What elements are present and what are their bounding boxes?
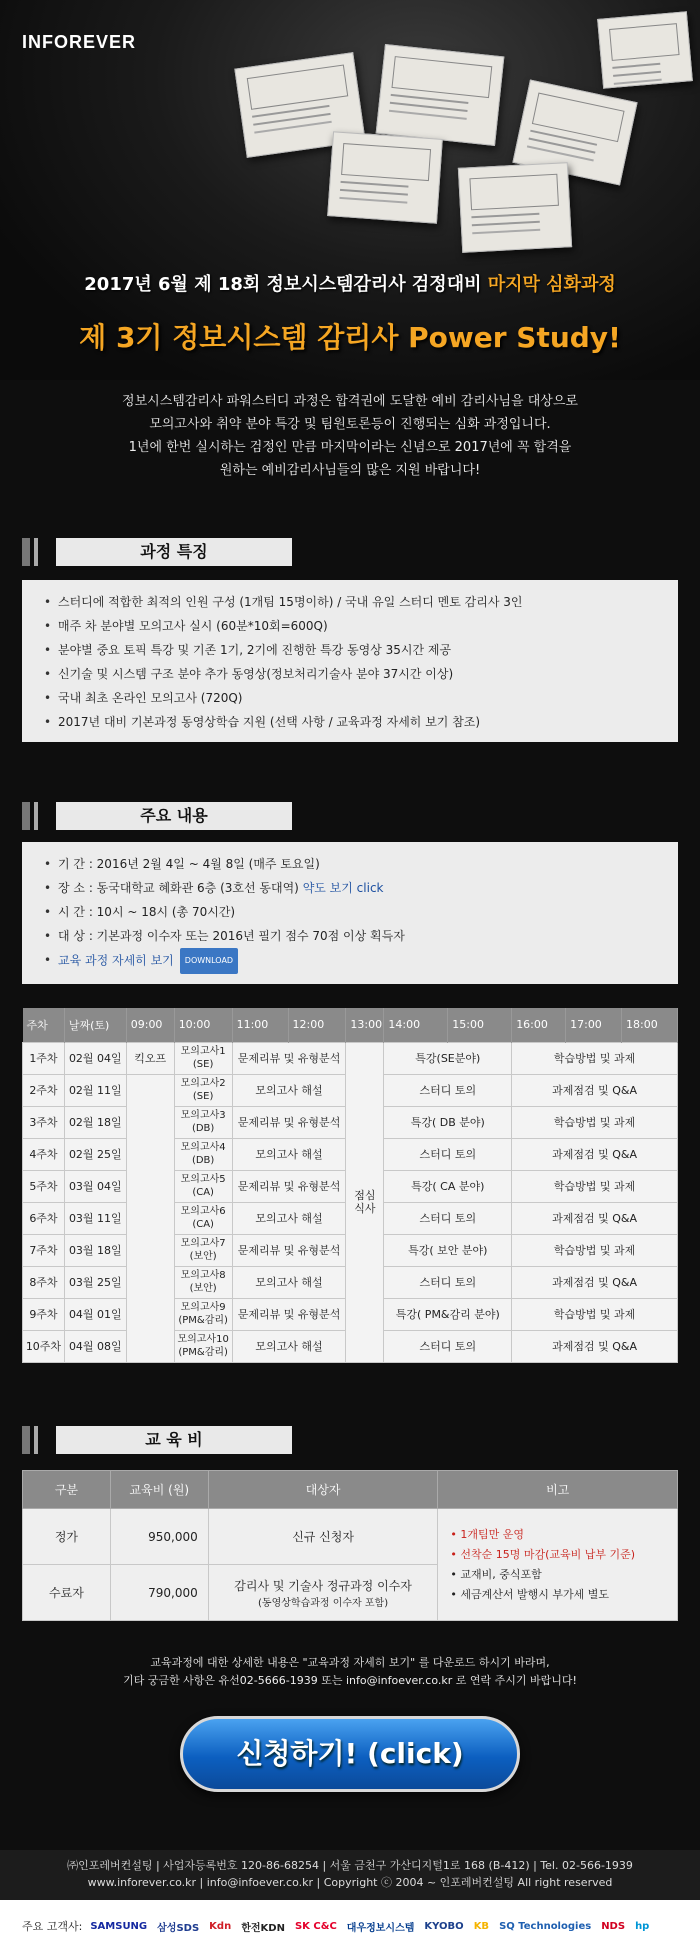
- detail-item: [58, 948, 678, 974]
- place-item: [58, 876, 678, 900]
- schedule-table: [22, 1008, 678, 1363]
- col-header: 주차: [23, 1008, 65, 1042]
- fee-note: • 교재비, 중식포함: [450, 1567, 542, 1581]
- date-cell: 04월 08일: [64, 1330, 126, 1362]
- feature-item: • 신기술 및 시스템 구조 분야 추가 동영상(정보처리기술사 분야 37시간 이상): [58, 662, 678, 686]
- session-cell: 과제점검 및 Q&A: [512, 1202, 678, 1234]
- map-link[interactable]: 약도 보기 click: [302, 881, 384, 895]
- fee-price: 790,000: [110, 1565, 208, 1621]
- session-cell: 스터디 토의: [384, 1138, 512, 1170]
- date-cell: 04월 01일: [64, 1298, 126, 1330]
- sticky-note-image: [597, 11, 693, 89]
- client-logo: SK C&C: [294, 1920, 337, 1932]
- col-header: 16:00: [512, 1008, 566, 1042]
- feature-item: • 매주 차 분야별 모의고사 실시 (60분*10회=600Q): [58, 614, 678, 638]
- fee-col-header: 대상자: [208, 1471, 438, 1509]
- session-cell: 스터디 토의: [384, 1074, 512, 1106]
- fee-header-label: 교 육 비: [56, 1426, 292, 1454]
- clients-bar: [0, 1900, 700, 1952]
- schedule-row: [23, 1042, 678, 1074]
- client-logo: NDS: [601, 1920, 626, 1932]
- sticky-note-image: [376, 44, 505, 146]
- col-header: 17:00: [566, 1008, 622, 1042]
- session-cell: 학습방법 및 과제: [512, 1298, 678, 1330]
- week-cell: 8주차: [23, 1266, 65, 1298]
- session-cell: 문제리뷰 및 유형분석: [232, 1042, 346, 1074]
- week-cell: 7주차: [23, 1234, 65, 1266]
- exam-cell: 모의고사8 (보안): [174, 1266, 232, 1298]
- target-item: • 대 상 : 기본과정 이수자 또는 2016년 필기 점수 70점 이상 획득자: [58, 924, 678, 948]
- session-cell: 학습방법 및 과제: [512, 1170, 678, 1202]
- sticky-note-image: [327, 131, 443, 223]
- fee-note: • 선착순 15명 마감(교육비 납부 기준): [450, 1547, 636, 1561]
- col-header: 12:00: [288, 1008, 346, 1042]
- col-header: 18:00: [622, 1008, 678, 1042]
- contact-line: 교육과정에 대한 상세한 내용은 "교육과정 자세히 보기" 를 다운로드 하시기 바라며,: [150, 1656, 550, 1669]
- session-cell: 특강(SE분야): [384, 1042, 512, 1074]
- exam-cell: 모의고사6 (CA): [174, 1202, 232, 1234]
- fee-target: 신규 신청자: [208, 1509, 438, 1565]
- footer-line: www.inforever.co.kr | info@infoever.co.kr | Copyright ⓒ 2004 ~ 인포레버컨설팅 All right reserved: [87, 1876, 613, 1889]
- session-cell: 스터디 토의: [384, 1202, 512, 1234]
- lunch-cell: 점심 식사: [346, 1042, 384, 1362]
- date-cell: 02월 11일: [64, 1074, 126, 1106]
- contact-line: 기타 궁금한 사항은 유선02-5666-1939 또는 info@infoever.co.kr 로 연락 주시기 바랍니다!: [123, 1674, 577, 1687]
- session-cell: 과제점검 및 Q&A: [512, 1074, 678, 1106]
- time-item: • 시 간 : 10시 ~ 18시 (총 70시간): [58, 900, 678, 924]
- client-logo: Kdn: [209, 1920, 232, 1932]
- week-cell: 1주차: [23, 1042, 65, 1074]
- header-bar: [34, 1426, 38, 1454]
- date-cell: 03월 25일: [64, 1266, 126, 1298]
- week-cell: 4주차: [23, 1138, 65, 1170]
- hero-subtitle: [0, 270, 700, 296]
- exam-cell: 모의고사2 (SE): [174, 1074, 232, 1106]
- period-item: • 기 간 : 2016년 2월 4일 ~ 4월 8일 (매주 토요일): [58, 852, 678, 876]
- client-logo: 한전KDN: [241, 1922, 285, 1934]
- fee-header-row: [23, 1471, 678, 1509]
- hero-banner: [0, 0, 700, 380]
- session-cell: 모의고사 해설: [232, 1330, 346, 1362]
- fee-price: 950,000: [110, 1509, 208, 1565]
- col-header: 날짜(토): [64, 1008, 126, 1042]
- exam-cell: 모의고사5 (CA): [174, 1170, 232, 1202]
- header-bar: [34, 538, 38, 566]
- main-box: [22, 842, 678, 984]
- intro-line: 모의고사와 취약 분야 특강 및 팀원토론등이 진행되는 심화 과정입니다.: [149, 417, 551, 432]
- session-cell: 문제리뷰 및 유형분석: [232, 1170, 346, 1202]
- intro-line: 정보시스템감리사 파워스터디 과정은 합격권에 도달한 예비 감리사님을 대상으로: [122, 394, 578, 409]
- exam-cell: 모의고사4 (DB): [174, 1138, 232, 1170]
- fee-row: [23, 1509, 678, 1565]
- week-cell: 6주차: [23, 1202, 65, 1234]
- client-logo: KYOBO: [424, 1920, 464, 1932]
- empty-cell: [126, 1074, 174, 1362]
- session-cell: 모의고사 해설: [232, 1202, 346, 1234]
- client-logo: SAMSUNG: [90, 1920, 148, 1932]
- fee-header: [22, 1426, 292, 1454]
- header-bar: [22, 538, 30, 566]
- hero-subtitle-text: 2017년 6월 제 18회 정보시스템감리사 검정대비: [84, 274, 488, 295]
- features-box: [22, 580, 678, 742]
- fee-note: • 1개팀만 운영: [450, 1527, 524, 1541]
- client-logo: KB: [473, 1920, 490, 1932]
- intro-line: 1년에 한번 실시하는 검정인 만큼 마지막이라는 신념으로 2017년에 꼭 합격을: [128, 440, 572, 455]
- feature-item: • 분야별 중요 토픽 특강 및 기존 1기, 2기에 진행한 특강 동영상 35시간 제공: [58, 638, 678, 662]
- fee-target: 감리사 및 기술사 정규과정 이수자: [234, 1578, 412, 1593]
- logo-text: INFOREVER: [22, 32, 137, 52]
- fee-note-text: 선착순 15명 마감(교육비 납부 기준): [460, 1547, 636, 1561]
- col-header: 11:00: [232, 1008, 288, 1042]
- client-logo: 대우정보시스템: [346, 1922, 415, 1934]
- place-text: 장 소 : 동국대학교 혜화관 6층 (3호선 동대역): [58, 881, 299, 895]
- session-cell: 모의고사 해설: [232, 1138, 346, 1170]
- fee-kind: 수료자: [23, 1565, 111, 1621]
- date-cell: 03월 18일: [64, 1234, 126, 1266]
- session-cell: 특강( CA 분야): [384, 1170, 512, 1202]
- client-logo: SQ Technologies: [499, 1920, 592, 1932]
- download-button[interactable]: DOWNLOAD: [180, 948, 238, 974]
- fee-target-sub: (동영상학습과정 이수자 포함): [258, 1597, 389, 1609]
- session-cell: 문제리뷰 및 유형분석: [232, 1298, 346, 1330]
- date-cell: 02월 04일: [64, 1042, 126, 1074]
- intro-text: [0, 390, 700, 482]
- session-cell: 특강( DB 분야): [384, 1106, 512, 1138]
- intro-line: 원하는 예비감리사님들의 많은 지원 바랍니다!: [219, 463, 481, 478]
- session-cell: 스터디 토의: [384, 1330, 512, 1362]
- schedule-header-row: [23, 1008, 678, 1042]
- main-header-label: 주요 내용: [56, 802, 292, 830]
- exam-cell: 모의고사3 (DB): [174, 1106, 232, 1138]
- header-bar: [22, 802, 30, 830]
- week-cell: 10주차: [23, 1330, 65, 1362]
- session-cell: 과제점검 및 Q&A: [512, 1138, 678, 1170]
- feature-item: • 스터디에 적합한 최적의 인원 구성 (1개팀 15명이하) / 국내 유일 스터디 멘토 감리사 3인: [58, 590, 678, 614]
- exam-cell: 모의고사9 (PM&감리): [174, 1298, 232, 1330]
- session-cell: 모의고사 해설: [232, 1074, 346, 1106]
- hero-subtitle-highlight: 마지막 심화과정: [487, 274, 616, 295]
- fee-table: [22, 1470, 678, 1621]
- fee-note-text: 세금계산서 발행시 부가세 별도: [460, 1587, 610, 1601]
- fee-note-text: 교재비, 중식포함: [460, 1567, 542, 1581]
- fee-note: • 세금계산서 발행시 부가세 별도: [450, 1587, 610, 1601]
- week-cell: 3주차: [23, 1106, 65, 1138]
- fee-col-header: 비고: [438, 1471, 678, 1509]
- col-header: 14:00: [384, 1008, 448, 1042]
- fee-notes: [438, 1509, 678, 1621]
- exam-cell: 모의고사1 (SE): [174, 1042, 232, 1074]
- session-cell: 학습방법 및 과제: [512, 1042, 678, 1074]
- apply-button[interactable]: 신청하기! (click): [180, 1716, 520, 1792]
- col-header: 15:00: [448, 1008, 512, 1042]
- feature-item: • 국내 최초 온라인 모의고사 (720Q): [58, 686, 678, 710]
- client-logo: hp: [635, 1920, 650, 1932]
- exam-cell: 모의고사10 (PM&감리): [174, 1330, 232, 1362]
- header-bar: [22, 1426, 30, 1454]
- contact-note: [0, 1654, 700, 1690]
- col-header: 13:00: [346, 1008, 384, 1042]
- date-cell: 03월 11일: [64, 1202, 126, 1234]
- main-header: [22, 802, 292, 830]
- inforever-logo[interactable]: [22, 32, 136, 53]
- features-header: [22, 538, 292, 566]
- week-cell: 2주차: [23, 1074, 65, 1106]
- session-cell: 문제리뷰 및 유형분석: [232, 1106, 346, 1138]
- col-header: 10:00: [174, 1008, 232, 1042]
- fee-col-header: 구분: [23, 1471, 111, 1509]
- sticky-note-image: [458, 162, 572, 253]
- fee-col-header: 교육비 (원): [110, 1471, 208, 1509]
- fee-target-cell: [208, 1565, 438, 1621]
- session-cell: 학습방법 및 과제: [512, 1106, 678, 1138]
- feature-item: • 2017년 대비 기본과정 동영상학습 지원 (선택 사항 / 교육과정 자세히 보기 참조): [58, 710, 678, 734]
- date-cell: 02월 18일: [64, 1106, 126, 1138]
- client-logo: 삼성SDS: [157, 1922, 200, 1934]
- clients-label: 주요 고객사:: [22, 1920, 83, 1933]
- week-cell: 9주차: [23, 1298, 65, 1330]
- footer-line: ㈜인포레버컨설팅 | 사업자등록번호 120-86-68254 | 서울 금천구 가산디지털1로 168 (B-412) | Tel. 02-566-1939: [67, 1859, 633, 1872]
- footer: [0, 1850, 700, 1900]
- session-cell: 모의고사 해설: [232, 1266, 346, 1298]
- detail-link[interactable]: 교육 과정 자세히 보기: [58, 953, 174, 968]
- fee-note-text: 1개팀만 운영: [460, 1527, 524, 1541]
- date-cell: 03월 04일: [64, 1170, 126, 1202]
- session-cell: 학습방법 및 과제: [512, 1234, 678, 1266]
- session-cell: 문제리뷰 및 유형분석: [232, 1234, 346, 1266]
- header-bar: [34, 802, 38, 830]
- kickoff-cell: 킥오프: [126, 1042, 174, 1074]
- hero-title: 제 3기 정보시스템 감리사 Power Study!: [79, 321, 621, 354]
- session-cell: 과제점검 및 Q&A: [512, 1266, 678, 1298]
- fee-kind: 정가: [23, 1509, 111, 1565]
- session-cell: 특강( 보안 분야): [384, 1234, 512, 1266]
- session-cell: 과제점검 및 Q&A: [512, 1330, 678, 1362]
- session-cell: 스터디 토의: [384, 1266, 512, 1298]
- date-cell: 02월 25일: [64, 1138, 126, 1170]
- week-cell: 5주차: [23, 1170, 65, 1202]
- exam-cell: 모의고사7 (보안): [174, 1234, 232, 1266]
- session-cell: 특강( PM&감리 분야): [384, 1298, 512, 1330]
- col-header: 09:00: [126, 1008, 174, 1042]
- features-header-label: 과정 특징: [56, 538, 292, 566]
